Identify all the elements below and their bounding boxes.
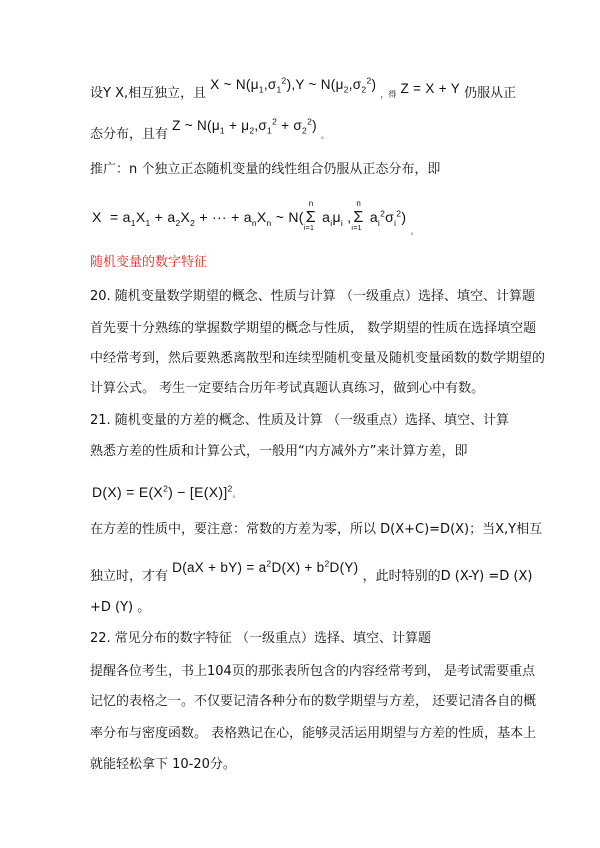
line1-formula: X ~ $N(\mu_1,\sigma_1^2),Y$ ~ $N(\mu_2,\sigma_2^2)$ bbox=[210, 75, 377, 95]
item21-p4: +D (Y) 。 bbox=[90, 600, 151, 615]
variance-formula: $D(X) = E(X^2) - [E(X)]^2$。 bbox=[92, 483, 241, 500]
item22-title: 22. 常见分布的数字特征 （一级重点）选择、填空、计算题 bbox=[90, 631, 431, 646]
item22-p4: 就能轻松拿下 10-20分。 bbox=[90, 757, 236, 772]
item22-p2: 记忆的表格之一。不仅要记清各种分布的数学期望与方差， 还要记清各自的概 bbox=[90, 694, 537, 709]
sum-symbol-1: n Σ i=1 bbox=[303, 199, 316, 232]
item21-p2: 在方差的性质中，要注意：常数的方差为零，所以 D(X+C)=D(X)；当X,Y相互 bbox=[90, 522, 543, 537]
item20-p1: 首先要十分熟练的掌握数学期望的概念与性质， 数学期望的性质在选择填空题 bbox=[90, 321, 537, 336]
line2-suffix: 。 bbox=[321, 131, 330, 140]
line1-formula2: Z = X + Y bbox=[400, 81, 461, 96]
item21-p3-prefix: 独立时，才有 bbox=[90, 569, 169, 584]
item21-p3-suffix: ，此时特别的D (X-Y) =D (X) bbox=[362, 569, 533, 584]
line1-prefix: 设Y X,相互独立，且 bbox=[90, 86, 207, 101]
line2-prefix: 态分布，且有 bbox=[90, 127, 169, 142]
item20-title: 20. 随机变量数学期望的概念、性质与计算 （一级重点）选择、填空、计算题 bbox=[90, 289, 535, 304]
line2-formula: Z ~ $N(\mu_1 + \mu_2,\sigma_1^2 + \sigma_2^2)$ bbox=[172, 116, 317, 136]
generalization-formula: $X = a_1X_1 + a_2X_2$ + ··· + $a_nX_n$ ~ N( n Σ i=1 $a_i\mu_i$ , n Σ i=1 $a_i^2\sigma_i^2$) $_。$ bbox=[92, 199, 419, 236]
item21-p1: 熟悉方差的性质和计算公式，一般用“内方减外方”来计算方差，即 bbox=[90, 444, 468, 459]
normal-sum-line-1 bbox=[90, 75, 517, 104]
normal-sum-line-2 bbox=[90, 116, 330, 145]
generalization-text: 推广：n 个独立正态随机变量的线性组合仍服从正态分布，即 bbox=[90, 162, 441, 177]
item22-p1: 提醒各位考生，书上104页的那张表所包含的内容经常考到， 是考试需要重点 bbox=[90, 664, 535, 679]
item20-p3: 计算公式。 考生一定要结合历年考试真题认真练习，做到心中有数。 bbox=[90, 381, 485, 396]
item21-p3 bbox=[90, 558, 533, 586]
item22-p3: 率分布与密度函数。 表格熟记在心，能够灵活运用期望与方差的性质，基本上 bbox=[90, 726, 537, 741]
item21-p3-formula: $D(aX + bY) = a^2D(X) + b^2D(Y)$ bbox=[172, 558, 359, 575]
section-title: 随机变量的数字特征 bbox=[90, 255, 208, 270]
generalization-end: 。 bbox=[410, 227, 419, 236]
sum-symbol-2: n Σ i=1 bbox=[351, 199, 364, 232]
item21-title: 21. 随机变量的方差的概念、性质及计算 （一级重点）选择、填空、计算 bbox=[90, 413, 509, 428]
line1-mid: ，得 bbox=[380, 90, 397, 99]
line1-suffix: 仍服从正 bbox=[464, 86, 517, 101]
item20-p2: 中经常考到，然后要熟悉离散型和连续型随机变量及随机变量函数的数学期望的 bbox=[90, 351, 546, 366]
